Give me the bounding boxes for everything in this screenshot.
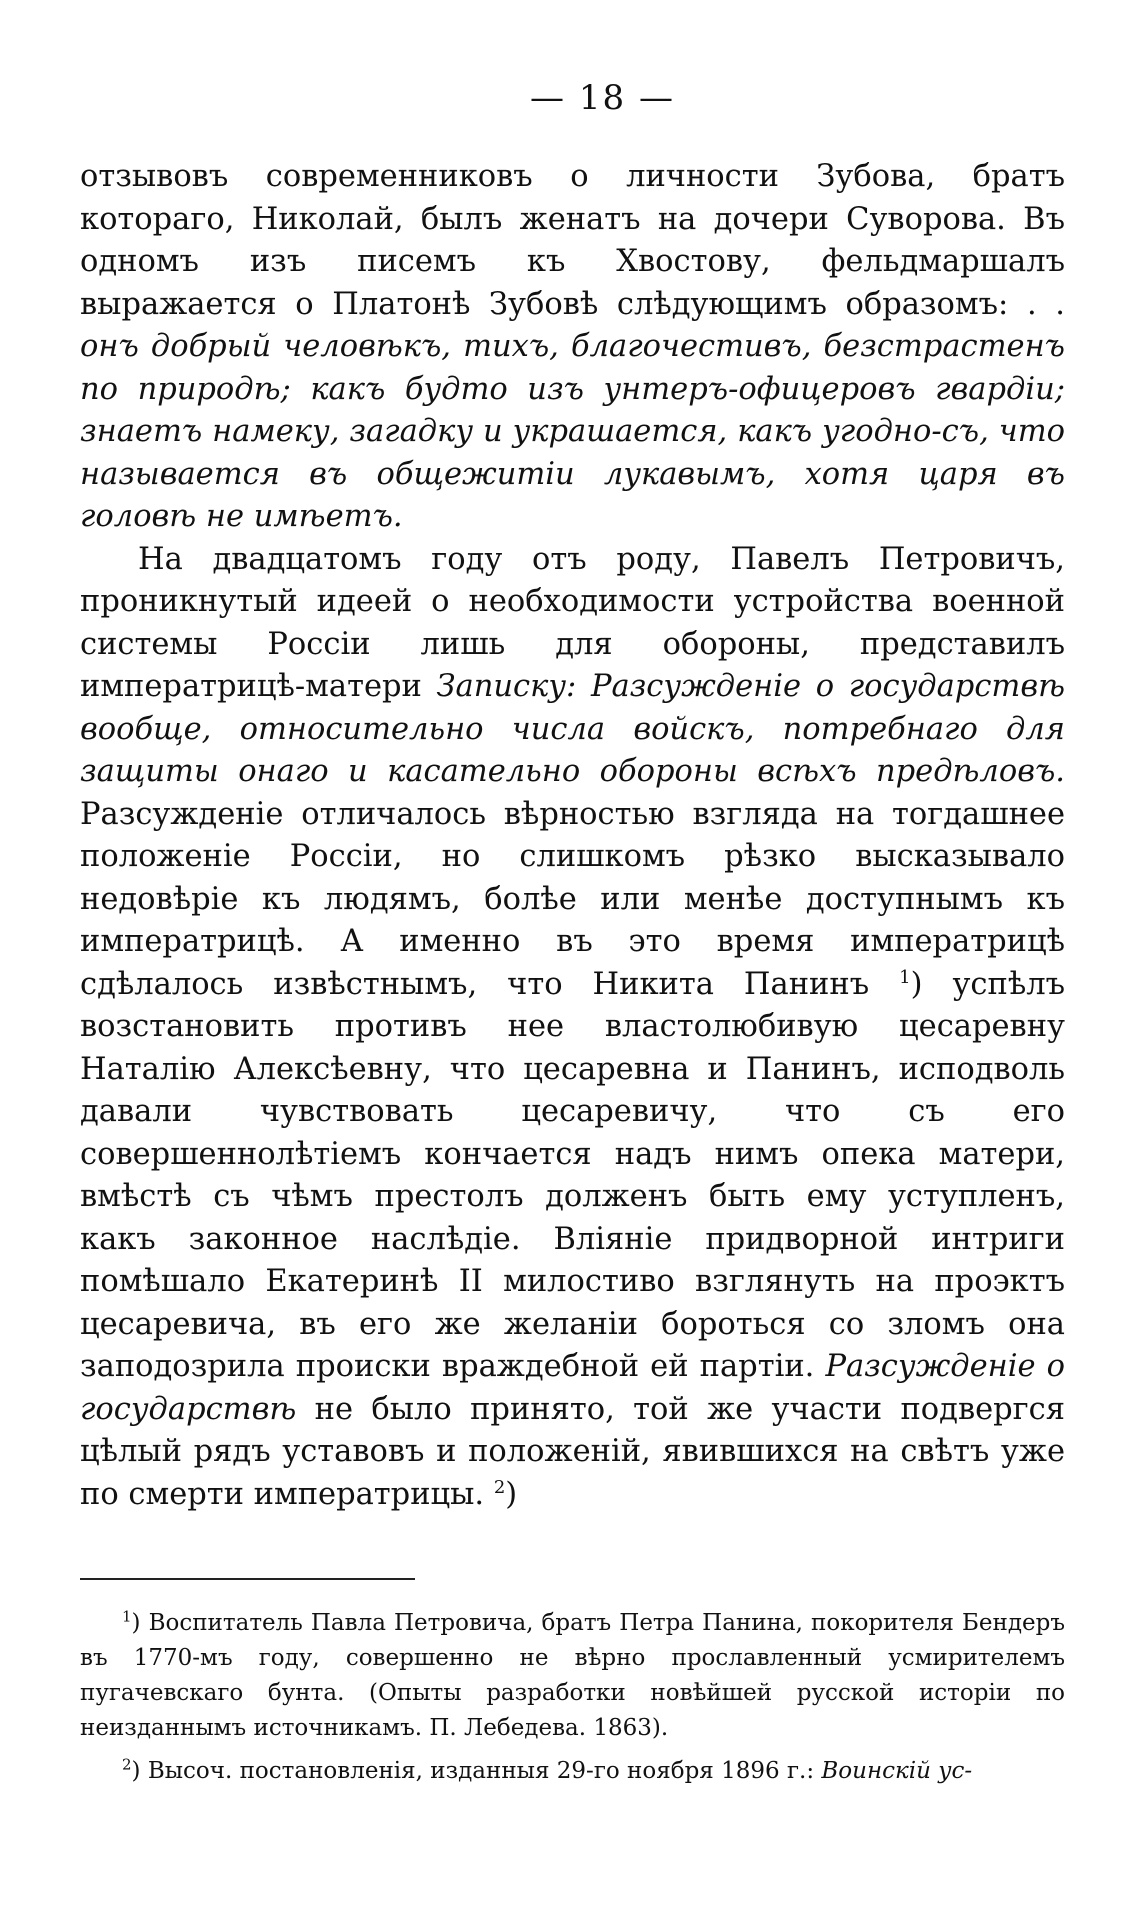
document-page — [80, 78, 1065, 1789]
paragraph-2 — [80, 539, 1065, 1517]
paragraph-2-italic-title: Записку: Разсужденіе о государствѣ вообще, относительно числа войскъ, потребнаго для защиты онаго и касательно обороны всѣхъ предѣловъ. — [80, 669, 1065, 789]
paragraph-2-text-2: Разсужденіе отличалось вѣрностью взгляда на тогдашнее положеніе Россіи, но слишкомъ рѣзко высказывало недовѣріе къ людямъ, болѣе или менѣе доступнымъ къ императрицѣ. А именно въ это время императрицѣ сдѣлалось извѣстнымъ, что Никита Панинъ — [80, 796, 1065, 1002]
paragraph-1-text: отзывовъ современниковъ о личности Зубова, братъ котораго, Николай, былъ женатъ на дочери Суворова. Въ одномъ изъ писемъ къ Хвостову, фельдмаршалъ выражается о Платонѣ Зубовѣ слѣдующимъ образомъ: . . — [80, 159, 1065, 322]
footnote-1 — [80, 1606, 1065, 1746]
footnote-ref-1: 1 — [899, 966, 911, 988]
footnote-2-text: ) Высоч. постановленія, изданныя 29-го ноября 1896 г.: — [131, 1758, 822, 1784]
footnote-2-mark: 2 — [122, 1755, 132, 1774]
page-number-dash-right: — — [638, 78, 675, 118]
footnote-divider — [80, 1578, 415, 1580]
footnote-2 — [80, 1754, 1065, 1789]
paragraph-2-text-4: не было принято, той же участи подвергся цѣлый рядъ уставовъ и положеній, явившихся на свѣтъ уже по смерти императрицы. — [80, 1391, 1065, 1512]
paragraph-2-italic-title-2: Разсужденіе о государствѣ — [80, 1349, 1065, 1427]
paragraph-2-text-3: ) успѣлъ возстановить противъ нее властолюбивую цесаревну Наталію Алексѣевну, что цесаревна и Панинъ, исподволь давали чувствовать цесаревичу, что съ его совершеннолѣтіемъ кончается надъ нимъ опека матери, вмѣстѣ съ чѣмъ престолъ долженъ быть ему уступленъ, какъ законное наслѣдіе. Вліяніе придворной интриги помѣшало Екатеринѣ II милостиво взглянуть на проэктъ цесаревича, въ его же желаніи бороться со зломъ она заподозрила происки враждебной ей партіи. — [80, 966, 1065, 1384]
paragraph-1-italic-quote: онъ добрый человѣкъ, тихъ, благочестивъ, безстрастенъ по природѣ; какъ будто изъ унтеръ-офицеровъ гвардіи; знаетъ намеку, загадку и украшается, какъ угодно-съ, что называется въ общежитіи лукавымъ, хотя царя въ головѣ не имѣетъ. — [80, 329, 1065, 534]
paragraph-2-text-5: ) — [505, 1476, 518, 1512]
paragraph-1 — [80, 156, 1065, 539]
footnote-1-mark: 1 — [122, 1607, 132, 1626]
footnote-1-text: ) Воспитатель Павла Петровича, братъ Петра Панина, покорителя Бендеръ въ 1770-мъ году, совершенно не вѣрно прославленный усмирителемъ пугачевскаго бунта. (Опыты разработки новѣйшей русской исторіи по неизданнымъ источникамъ. П. Лебедева. 1863). — [80, 1610, 1065, 1741]
footnote-2-italic: Воинскій ус- — [821, 1758, 973, 1784]
page-number-dash-left: — — [530, 78, 567, 118]
footnote-ref-2: 2 — [493, 1476, 506, 1498]
page-number — [80, 78, 1065, 118]
page-number-value: 18 — [578, 78, 627, 118]
footnotes — [80, 1606, 1065, 1789]
body-text — [80, 156, 1065, 1516]
paragraph-2-text-1: На двадцатомъ году отъ роду, Павелъ Петровичъ, проникнутый идеей о необходимости устройства военной системы Россіи лишь для обороны, представилъ императрицѣ-матери — [80, 541, 1065, 704]
